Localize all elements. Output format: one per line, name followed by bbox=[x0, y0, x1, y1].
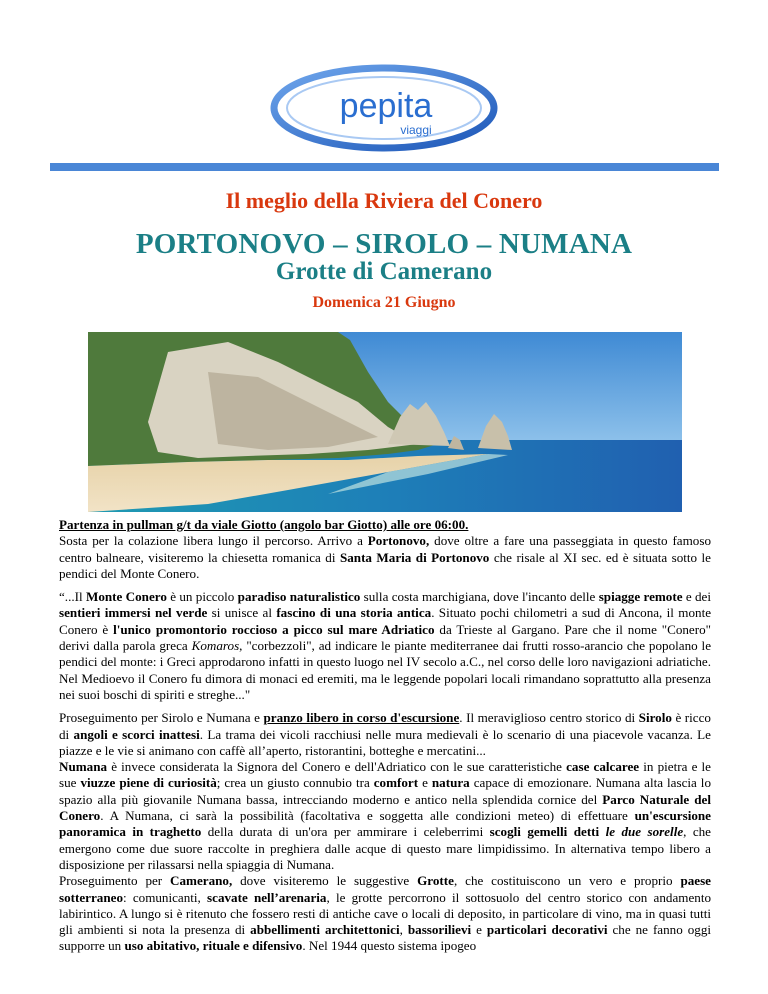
paragraph-sirolo: Proseguimento per Sirolo e Numana e pranzo libero in corso d'escursione. Il meraviglioso centro storico di Sirolo è ricco di angoli e scorci inattesi. La trama dei vicoli racchiusi nelle mura medievali è lo scenario di una piacevole vacanza. Le piazze e le vie si animano con caffè all’aperto, ristorantini, botteghe e mercatini... bbox=[59, 710, 711, 758]
header-divider bbox=[50, 163, 719, 171]
paragraph-numana: Numana è invece considerata la Signora del Conero e dell'Adriatico con le sue caratteristiche case calcaree in pietra e le sue viuzze piene di curiosità; crea un giusto connubio tra comfort e natura capace di emozionare. Numana alta lascia lo spazio alla più giovanile Numana bassa, intrecciando moderno e antico nella splendida cornice del Parco Naturale del Conero. A Numana, ci sarà la possibilità (facoltativa e soggetta alle condizioni meteo) di effettuare un'escursione panoramica in traghetto della durata di un'ora per ammirare i celeberrimi scogli gemelli detti le due sorelle, che emergono come due suore raccolte in preghiera dalle acque di questo mare limpidissimo. In alternativa tempo libero a disposizione per rilassarsi nella spiaggia di Numana. bbox=[59, 759, 711, 872]
logo-area bbox=[0, 0, 768, 166]
logo-brand: pepita bbox=[339, 87, 433, 125]
pepita-logo bbox=[268, 62, 500, 154]
subtitle: Il meglio della Riviera del Conero bbox=[225, 188, 543, 213]
logo-sub: viaggi bbox=[400, 123, 432, 137]
paragraph-camerano: Proseguimento per Camerano, dove visiteremo le suggestive Grotte, che costituiscono un vero e proprio paese sotterraneo: comunicanti, scavate nell’arenaria, le grotte percorrono il sottosuolo del centro storico con andamento labirintico. A lungo si è ritenuto che fossero resti di antiche cave o locali di deposito, in particolare di vino, ma in quasi tutti gli ambienti si nota la presenza di abbellimenti architettonici, bassorilievi e particolari decorativi che ne fanno oggi supporre un uso abitativo, rituale e difensivo. Nel 1944 questo sistema ipogeo bbox=[59, 873, 712, 954]
paragraph-conero-quote: “...Il Monte Conero è un piccolo paradiso naturalistico sulla costa marchigiana, dove l'incanto delle spiagge remote e dei sentieri immersi nel verde si unisce al fascino di una storia antica. Situato pochi chilometri a sud di Ancona, il monte Conero è l'unico promontorio roccioso a picco sul mare Adriatico da Trieste al Gargano. Pare che il nome "Conero" derivi dalla parola greca Komaros, "corbezzoli", ad indicare le piante mediterranee dai frutti rosso-arancio che popolano le pendici del monte: i Greci approdarono infatti in questo luogo nel IV secolo a.C., nel corso delle loro navigazioni adriatiche. Nel Medioevo il Conero fu dimora di monaci ed eremiti, ma le leggende popolari locali rimandano soprattutto alla presenza nei suoi boschi di spiriti e streghe..." bbox=[59, 589, 712, 702]
body-text bbox=[59, 517, 711, 955]
coast-photo bbox=[88, 332, 682, 512]
main-title: PORTONOVO – SIROLO – NUMANA bbox=[135, 228, 633, 260]
paragraph-portonovo: Sosta per la colazione libera lungo il percorso. Arrivo a Portonovo, dove oltre a fare una passeggiata in questo famoso centro balneare, visiteremo la chiesetta romanica di Santa Maria di Portonovo che risale al XI sec. ed è situata sotto le pendici del Monte Conero. bbox=[59, 533, 711, 581]
departure-line: Partenza in pullman g/t da viale Giotto (angolo bar Giotto) alle ore 06:00. bbox=[59, 517, 469, 532]
event-date: Domenica 21 Giugno bbox=[312, 294, 456, 311]
secondary-title: Grotte di Camerano bbox=[275, 258, 493, 285]
